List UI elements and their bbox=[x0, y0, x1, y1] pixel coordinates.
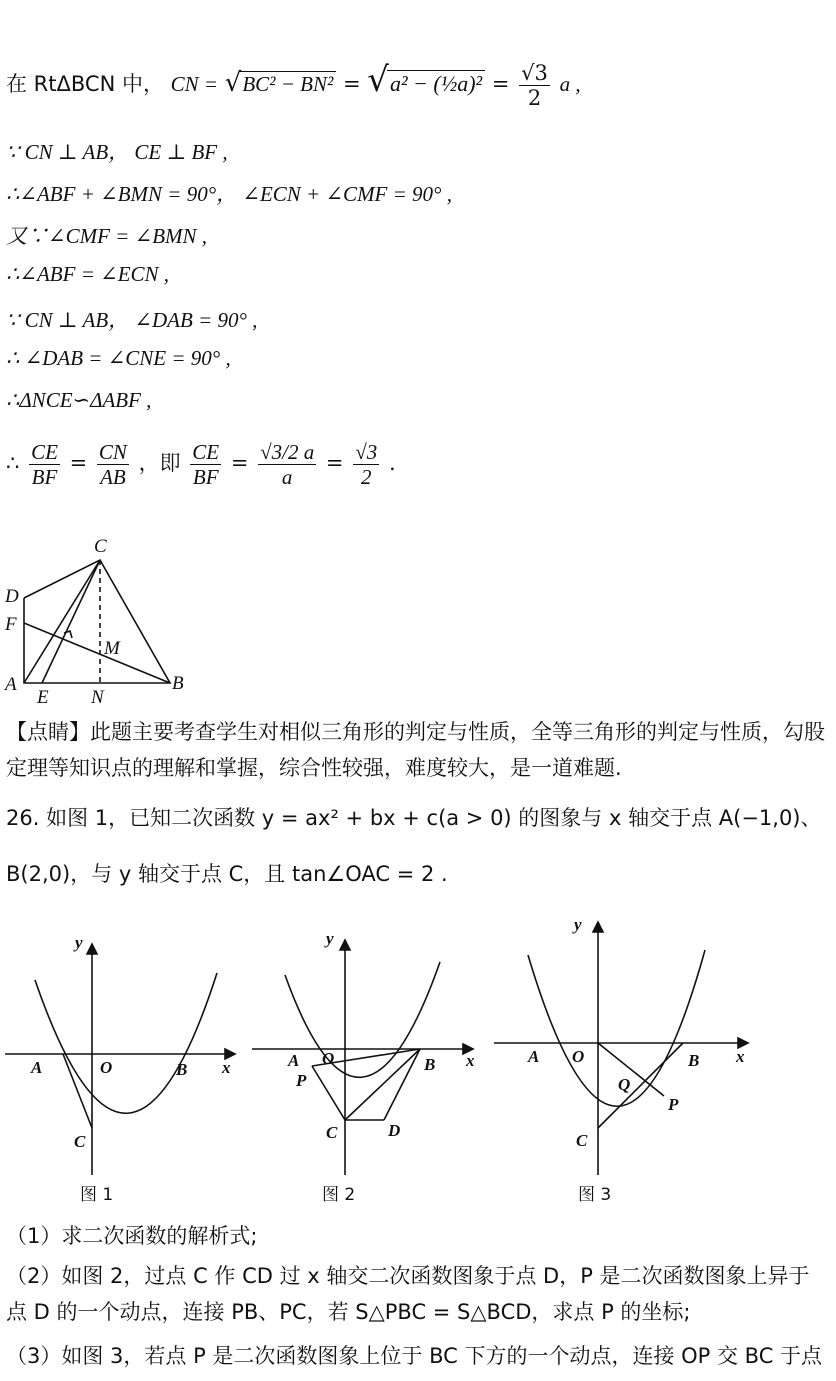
g3-label-p: P bbox=[668, 1095, 679, 1114]
quad-outline bbox=[24, 560, 170, 683]
g1-label-y: y bbox=[75, 933, 83, 952]
graph-3 bbox=[490, 910, 760, 1180]
g2-label-x: x bbox=[466, 1051, 475, 1070]
comment-paragraph: 【点睛】此题主要考查学生对相似三角形的判定与性质，全等三角形的判定与性质，勾股定理等知识点的理解和掌握，综合性较强，难度较大，是一道难题. bbox=[6, 720, 825, 780]
step1-tail: a , bbox=[559, 72, 581, 96]
step9-eq1: = bbox=[69, 451, 88, 476]
problem-26-line1: 26. 如图 1，已知二次函数 y = ax² + bx + c(a > 0) 的图象与 x 轴交于点 A(−1,0)、 bbox=[6, 806, 822, 830]
step1-eq: = bbox=[342, 72, 361, 96]
g2-label-y: y bbox=[326, 929, 334, 948]
frac-ce2-num: CE bbox=[192, 440, 220, 464]
frac-complex-num: √3/2 a bbox=[260, 440, 315, 464]
y-axis-arrow bbox=[87, 944, 97, 954]
step1-frac-num: √3 bbox=[521, 60, 548, 85]
g2-label-o: O bbox=[322, 1049, 335, 1068]
g2-label-b: B bbox=[424, 1055, 436, 1074]
problem-26-line2: B(2,0)，与 y 轴交于点 C，且 tan∠OAC = 2 . bbox=[6, 862, 448, 886]
parabola-3 bbox=[528, 950, 705, 1106]
label-d: D bbox=[5, 586, 19, 607]
question-3: （3）如图 3，若点 P 是二次函数图象上位于 BC 下方的一个动点，连接 OP 交 BC 于点 bbox=[6, 1344, 823, 1368]
g2-label-d: D bbox=[388, 1121, 401, 1140]
g3-label-x: x bbox=[736, 1047, 745, 1066]
label-b: B bbox=[172, 673, 184, 694]
g1-label-b: B bbox=[176, 1060, 188, 1079]
frac-2-den: 2 bbox=[360, 465, 372, 490]
graph-1 bbox=[0, 920, 250, 1180]
step1-prefix: 在 RtΔBCN 中， bbox=[6, 72, 164, 96]
question-2: （2）如图 2，过点 C 作 CD 过 x 轴交二次函数图象于点 D，P 是二次函数图象上异于点 D 的一个动点，连接 PB、PC，若 S△PBC = S△BCD，求点 P 的坐标; bbox=[6, 1264, 810, 1324]
g1-label-x: x bbox=[222, 1058, 231, 1077]
g3-label-a: A bbox=[528, 1047, 540, 1066]
step1-sqrt1: BC² − BN² bbox=[239, 71, 336, 97]
solution-step-1: 在 RtΔBCN 中， CN = √BC² − BN² = √a² − (½a)² = $\frac{√3}{2}$ a , bbox=[6, 60, 581, 110]
graph-2 bbox=[248, 920, 498, 1180]
g3-label-o: O bbox=[572, 1047, 585, 1066]
geometry-figure bbox=[0, 530, 200, 710]
solution-step-4: 又∵∠CMF = ∠BMN , bbox=[6, 224, 208, 248]
g2-label-c: C bbox=[326, 1123, 338, 1142]
frac-sqrt3-num: √3 bbox=[355, 440, 378, 464]
y-axis-arrow bbox=[593, 922, 603, 932]
graph-3-caption: 图 3 bbox=[578, 1185, 612, 1205]
step9-therefore: ∴ bbox=[6, 451, 20, 476]
step1-sqrt2: a² − (½a)² bbox=[387, 70, 485, 97]
label-m: M bbox=[104, 638, 120, 659]
solution-step-3: ∴∠ABF + ∠BMN = 90°， ∠ECN + ∠CMF = 90° , bbox=[6, 182, 452, 206]
parabola-1 bbox=[35, 973, 217, 1113]
g3-label-b: B bbox=[688, 1051, 700, 1070]
solution-step-6: ∵ CN ⊥ AB， ∠DAB = 90° , bbox=[6, 308, 258, 332]
step1-frac-den: 2 bbox=[527, 86, 542, 110]
label-a: A bbox=[5, 674, 17, 695]
step9-eq3: = bbox=[325, 451, 344, 476]
label-f: F bbox=[5, 614, 17, 635]
step9-mid: ，即 bbox=[138, 451, 181, 476]
segment-ac-1 bbox=[63, 1054, 92, 1128]
label-n: N bbox=[91, 687, 104, 708]
solution-step-8: ∴ΔNCE∽ΔABF , bbox=[6, 388, 152, 412]
segment-cb bbox=[598, 1043, 683, 1128]
g2-label-p: P bbox=[296, 1071, 307, 1090]
parabola-2 bbox=[285, 962, 440, 1077]
frac-bf2-den: BF bbox=[192, 465, 219, 490]
frac-ab-den: AB bbox=[100, 465, 126, 490]
y-axis-arrow bbox=[340, 940, 350, 950]
g3-label-c: C bbox=[576, 1131, 588, 1150]
g2-label-a: A bbox=[288, 1051, 300, 1070]
step9-eq2: = bbox=[230, 451, 249, 476]
solution-step-7: ∴ ∠DAB = ∠CNE = 90° , bbox=[6, 346, 231, 370]
solution-step-2: ∵ CN ⊥ AB， CE ⊥ BF , bbox=[6, 140, 228, 164]
g1-label-o: O bbox=[100, 1058, 113, 1077]
step1-lhs: CN = bbox=[170, 72, 219, 96]
question-1: （1）求二次函数的解析式; bbox=[6, 1224, 258, 1248]
solution-step-5: ∴∠ABF = ∠ECN , bbox=[6, 262, 170, 286]
graph-2-caption: 图 2 bbox=[322, 1185, 356, 1205]
frac-ce-num: CE bbox=[31, 440, 58, 464]
label-e: E bbox=[37, 687, 49, 708]
g3-label-q: Q bbox=[618, 1075, 631, 1094]
g1-label-a: A bbox=[31, 1058, 43, 1077]
label-c: C bbox=[94, 536, 107, 557]
solution-step-9 bbox=[6, 440, 396, 489]
graph-1-caption: 图 1 bbox=[80, 1185, 114, 1205]
segment-pc bbox=[312, 1066, 345, 1120]
step9-end: . bbox=[388, 451, 396, 476]
segment-ec bbox=[42, 560, 100, 683]
frac-a-den: a bbox=[281, 465, 293, 490]
frac-cn-num: CN bbox=[98, 440, 127, 464]
segment-op bbox=[598, 1043, 664, 1096]
g3-label-y: y bbox=[574, 915, 582, 934]
frac-bf-den: BF bbox=[31, 465, 58, 490]
g1-label-c: C bbox=[74, 1132, 86, 1151]
segment-db bbox=[384, 1049, 420, 1120]
